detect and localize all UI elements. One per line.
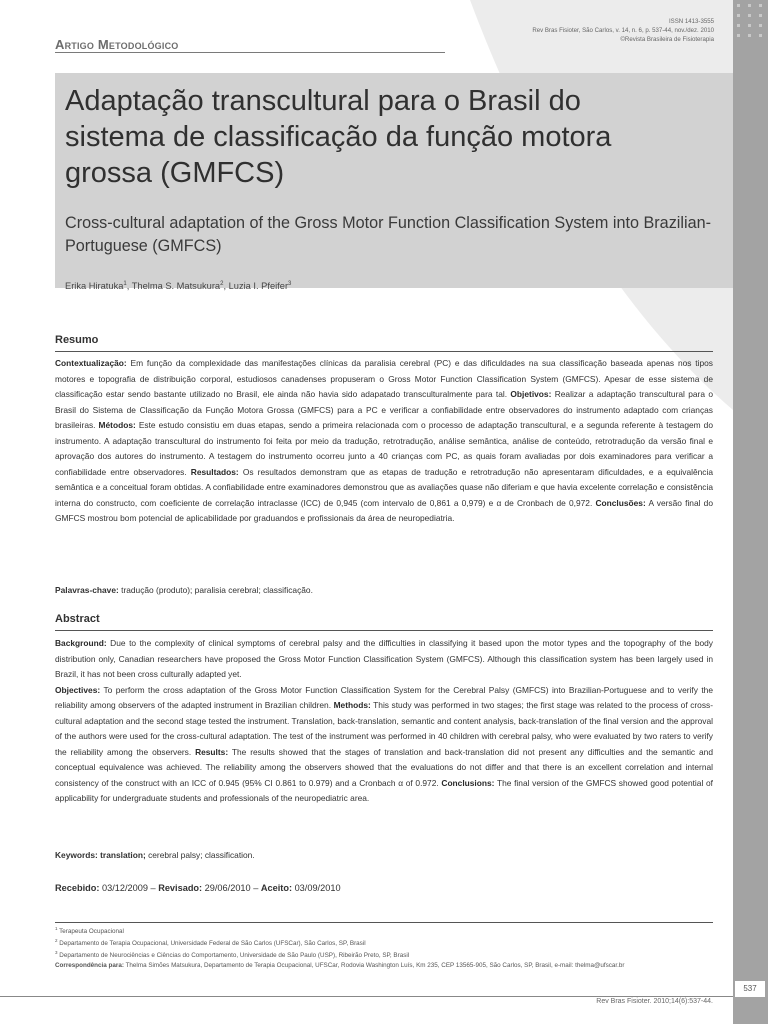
resultados-label: Resultados: bbox=[186, 466, 239, 477]
objetivos-label: Objetivos: bbox=[507, 389, 552, 400]
issn: ISSN 1413-3555 bbox=[668, 18, 714, 25]
journal-info bbox=[532, 17, 714, 44]
journal-citation: Rev Bras Fisioter, São Carlos, v. 14, n. 6, p. 537-44, nov./dez. 2010 bbox=[532, 27, 714, 34]
aceito-date: 03/09/2010 bbox=[292, 883, 341, 893]
keywords-text: cerebral palsy; classification. bbox=[145, 850, 255, 860]
journal-name: ©Revista Brasileira de Fisioterapia bbox=[620, 36, 714, 43]
palavras-chave-label: Palavras-chave: bbox=[55, 585, 119, 595]
author-list: Erika Hiratuka$^1$, Thelma S. Matsukura$^2$, Luzia I. Pfeifer$^3$ bbox=[65, 281, 292, 292]
revisado-date: 29/06/2010 bbox=[202, 883, 251, 893]
revisado-label: Revisado: bbox=[158, 883, 203, 893]
footnote-text: Departamento de Neurociências e Ciências do Comportamento, Universidade de São Paulo (USP), Ribeirão Preto, SP, Brasil bbox=[57, 952, 410, 960]
article-title-english: Cross-cultural adaptation of the Gross Motor Function Classification System into Brazilian-Portuguese (GMFCS) bbox=[65, 214, 711, 255]
keywords-label: Keywords: translation; bbox=[55, 850, 146, 860]
background-text: Due to the complexity of clinical symptoms of cerebral palsy and the difficulties in classifying it based upon the motor types and the topography of the body distribution only, Canadian researchers have proposed the Gross Motor Function Classification System (GMFCS). Although this classification system has been largely used in Brazil, it has not been cross culturally adapted yet. bbox=[55, 638, 713, 680]
methods-label: Methods: bbox=[331, 700, 371, 711]
author-name: Thelma S. Matsukura bbox=[131, 281, 221, 292]
recebido-label: Recebido: bbox=[55, 883, 100, 893]
objectives-text: To perform the cross adaptation of the Gross Motor Function Classification System for the Cerebral Palsy (GMFCS) into Brazilian-Portuguese and to verify the reliability among observers of the adapted instrument in Brazilian children. bbox=[55, 684, 713, 711]
date-separator: – bbox=[250, 883, 261, 893]
article-title: Adaptação transcultural para o Brasil do sistema de classificação da função motora grossa (GMFCS) bbox=[65, 85, 612, 189]
author-affiliation-mark: 3 bbox=[288, 281, 292, 287]
footnote bbox=[55, 950, 735, 959]
footer-citation: Rev Bras Fisioter. 2010;14(6):537-44. bbox=[596, 998, 713, 1005]
conclusoes-text: A versão final do GMFCS mostrou bom potencial de aplicabilidade por graduandos e profissionais da área de neuropediatria. bbox=[55, 497, 713, 524]
conclusions-text: The final version of the GMFCS showed good potential of applicability for undergraduate students and professionals of the neuropediatric area. bbox=[55, 777, 713, 804]
page-number: 537 bbox=[735, 981, 765, 997]
metodos-text: Este estudo consistiu em duas etapas, sendo a primeira relacionada com o processo de adaptação transcultural, e a segunda referente à testagem do instrumento. A adaptação transcultural do instrumento foi feita por meio da tradução, retrotradução, análise semântica, análise de conteúdo, retrotradução da versão final e aprovação dos autores do instrumento. A testagem do instrumento ocorreu junto a 40 crianças com PC, as quais foram avaliadas por dois examinadores para verificar a confiabilidade entre observadores. bbox=[55, 420, 713, 477]
results-label: Results: bbox=[191, 746, 229, 757]
footer-divider bbox=[0, 996, 733, 997]
author-affiliation-mark: 1 bbox=[123, 281, 127, 287]
section-label: Artigo Metodológico bbox=[55, 37, 179, 52]
author-affiliation-mark: 2 bbox=[220, 281, 224, 287]
correspondence-text: Thelma Simões Matsukura, Departamento de Terapia Ocupacional, UFSCar, Rodovia Washington Luís, Km 235, CEP 13565-905, São Carlos, SP, Brasil, e-mail: thelma@ufscar.br bbox=[123, 962, 625, 969]
background-label: Background: bbox=[55, 638, 107, 648]
footnote-text: Departamento de Terapia Ocupacional, Universidade Federal de São Carlos (UFSCar), São Carlos, SP, Brasil bbox=[57, 940, 366, 948]
resumo-heading: Resumo bbox=[55, 334, 99, 346]
resumo-divider bbox=[55, 351, 713, 352]
aceito-label: Aceito: bbox=[260, 883, 293, 893]
metodos-label: Métodos: bbox=[95, 420, 136, 431]
abstract-divider bbox=[55, 630, 713, 631]
footnote bbox=[55, 926, 735, 935]
conclusoes-label: Conclusões: bbox=[592, 497, 646, 508]
date-separator: – bbox=[147, 883, 159, 893]
footnote bbox=[55, 938, 735, 947]
correspondence-label: Correspondência para: bbox=[55, 962, 124, 969]
recebido-date: 03/12/2009 bbox=[99, 883, 148, 893]
resumo-paragraph bbox=[55, 356, 713, 527]
conclusions-label: Conclusions: bbox=[438, 777, 495, 788]
abstract-heading: Abstract bbox=[55, 613, 100, 625]
objectives-label: Objectives: bbox=[55, 684, 101, 695]
methods-text: This study was performed in two stages; the first stage was related to the process of cross-cultural adaptation and the second stage tested the instrument. Translation, back-translation, semantic and content analysis, back-translation of the final version and the approval of the authors were used for the cross-cultural adaptation. The test of the instrument was performed in 40 children with cerebral palsy, who were evaluated by two raters to verify the reliability among the observers. bbox=[55, 700, 713, 757]
palavras-chave-text: tradução (produto); paralisia cerebral; classificação. bbox=[118, 585, 313, 595]
results-text: The results showed that the stages of translation and back-translation did not present any difficulties and the semantic and conceptual equivalence was achieved. The reliability among the observers showed that the evaluations do not differ and that there is an excellent correlation and internal consistency of the construct with an ICC of 0.945 (95% CI 0.861 to 0.979) and a Cronbach α of 0.972. bbox=[55, 746, 713, 788]
contextualizacao-label: Contextualização: bbox=[55, 358, 127, 368]
footnote-mark: 2 bbox=[55, 938, 58, 943]
resultados-text: Os resultados demonstram que as etapas de tradução e retrotradução não apresentaram dificuldades, e a equivalência semântica e a conceitual foram obtidas. A confiabilidade entre examinadores demonstrou que as avaliações quase não diferiam e que havia excelente correlação e consistência interna do constructo, com coeficiente de correlação intraclasse (ICC) de 0,945 (com intervalo de 0,861 a 0,979) e α de Cronbach de 0,972. bbox=[55, 466, 713, 508]
footnote-text: Terapeuta Ocupacional bbox=[57, 928, 124, 936]
header-divider bbox=[55, 52, 445, 53]
contextualizacao-text: Em função da complexidade das manifestações clínicas da paralisia cerebral (PC) e das dificuldades na sua classificação baseada apenas nos tipos motores e topografia de distribuição corporal, estudiosos canadenses propuseram o Gross Motor Function Classification System (GMFCS). Apesar de esse sistema de classificação estar sendo bastante utilizado no Brasil, ele ainda não havia sido adapatado transculturalmente para tal. bbox=[55, 358, 713, 400]
author-name: Luzia I. Pfeifer bbox=[228, 281, 289, 292]
side-bar-decoration bbox=[733, 0, 768, 1024]
author-name: Erika Hiratuka bbox=[65, 281, 124, 292]
palavras-chave bbox=[55, 585, 313, 595]
abstract-paragraph bbox=[55, 636, 713, 807]
footnote-mark: 1 bbox=[55, 926, 58, 931]
dot-grid-decoration bbox=[737, 4, 763, 48]
keywords bbox=[55, 850, 255, 860]
footnote-mark: 3 bbox=[55, 950, 58, 955]
article-dates bbox=[55, 883, 341, 893]
correspondence bbox=[55, 962, 735, 969]
objetivos-text: Realizar a adaptação transcultural para o Brasil do Sistema de Classificação da Função Motora Grossa (GMFCS) para a PC e verificar a confiabilidade entre observadores do instrumento adaptado com crianças brasileiras. bbox=[55, 389, 714, 431]
footnote-divider bbox=[55, 922, 713, 923]
